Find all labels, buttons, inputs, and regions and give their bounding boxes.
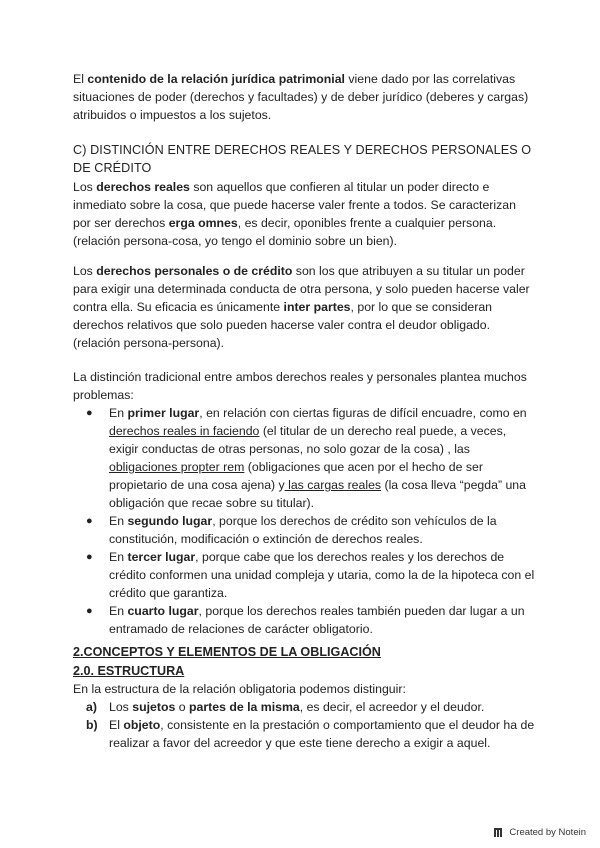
bullet-list bbox=[86, 404, 536, 638]
underlined-term: las cargas reales bbox=[284, 478, 382, 492]
list-item: ● En primer lugar, en relación con ciertas figuras de difícil encuadre, como en derechos reales in faciendo (el titular de un derecho real puede, a veces, exigir conductas de otras personas, no solo gozar de la cosa) , las obligaciones propter rem (obligaciones que acen por el hecho de ser propietario de una cosa ajena) y las cargas reales (la cosa lleva “pegda” una obligación que recae sobre su titular). bbox=[86, 406, 527, 510]
bold-term: contenido de la relación jurídica patrimonial bbox=[87, 72, 345, 86]
list-item: a) Los sujetos o partes de la misma, es decir, el acreedor y el deudor. bbox=[86, 700, 485, 714]
bold-term: derechos reales bbox=[96, 180, 190, 194]
section-title: 2.CONCEPTOS Y ELEMENTOS DE LA OBLIGACIÓN bbox=[73, 645, 381, 659]
paragraph-derechos-personales: Los derechos personales o de crédito son los que atribuyen a su titular un poder para exigir una determinada conducta de otra persona, y solo pueden hacerse valer contra ella. Su eficacia es únicamente inter partes, por lo que se consideran derechos relativos que solo pueden hacerse valer contra el deudor obligado. (relación persona-persona). bbox=[73, 264, 530, 350]
underlined-term: derechos reales in faciendo bbox=[109, 424, 260, 438]
lettered-list bbox=[86, 698, 536, 752]
paragraph-distincion-tradicional: La distinción tradicional entre ambos derechos reales y personales plantea muchos problemas: bbox=[73, 370, 527, 402]
subsection-title: 2.0. ESTRUCTURA bbox=[73, 664, 185, 678]
list-item: b) El objeto, consistente en la prestación o comportamiento que el deudor ha de realizar a favor del acreedor y que este tiene derecho a exigir a aquel. bbox=[86, 718, 535, 750]
notein-logo-icon bbox=[494, 827, 505, 838]
paragraph-estructura: En la estructura de la relación obligatoria podemos distinguir: bbox=[73, 682, 406, 696]
bullet-icon: ● bbox=[86, 407, 93, 419]
bold-term: inter partes bbox=[283, 300, 351, 314]
footer-watermark bbox=[494, 827, 586, 838]
paragraph-derechos-reales: Los derechos reales son aquellos que confieren al titular un poder directo e inmediato sobre la cosa, que puede hacerse valer frente a todos. Se caracterizan por ser derechos erga omnes, es decir, oponibles frente a cualquier persona. (relación persona-cosa, yo tengo el dominio sobre un bien). bbox=[73, 180, 516, 248]
list-item: ● En segundo lugar, porque los derechos de crédito son vehículos de la constitución, modificación o extinción de derechos reales. bbox=[86, 514, 497, 546]
paragraph-contenido: El contenido de la relación jurídica patrimonial viene dado por las correlativas situaciones de poder (derechos y facultades) y de deber jurídico (deberes y cargas) atribuidos o impuestos a los sujetos. bbox=[73, 72, 529, 122]
bold-term: derechos personales o de crédito bbox=[96, 264, 293, 278]
bullet-icon: ● bbox=[86, 605, 93, 617]
underlined-term: obligaciones propter rem bbox=[109, 460, 245, 474]
footer-text: Created by Notein bbox=[509, 827, 586, 838]
heading-distincion: C) DISTINCIÓN ENTRE DERECHOS REALES Y DERECHOS PERSONALES O DE CRÉDITO bbox=[73, 143, 532, 175]
bullet-icon: ● bbox=[86, 515, 93, 527]
list-marker: b) bbox=[86, 718, 98, 732]
bold-term: erga omnes bbox=[168, 216, 238, 230]
list-item: ● En cuarto lugar, porque los derechos reales también pueden dar lugar a un entramado de relaciones de carácter obligatorio. bbox=[86, 604, 525, 636]
bullet-icon: ● bbox=[86, 551, 93, 563]
list-item: ● En tercer lugar, porque cabe que los derechos reales y los derechos de crédito conformen una unidad compleja y utaria, como la de la hipoteca con el crédito que garantiza. bbox=[86, 550, 535, 600]
list-marker: a) bbox=[86, 700, 97, 714]
